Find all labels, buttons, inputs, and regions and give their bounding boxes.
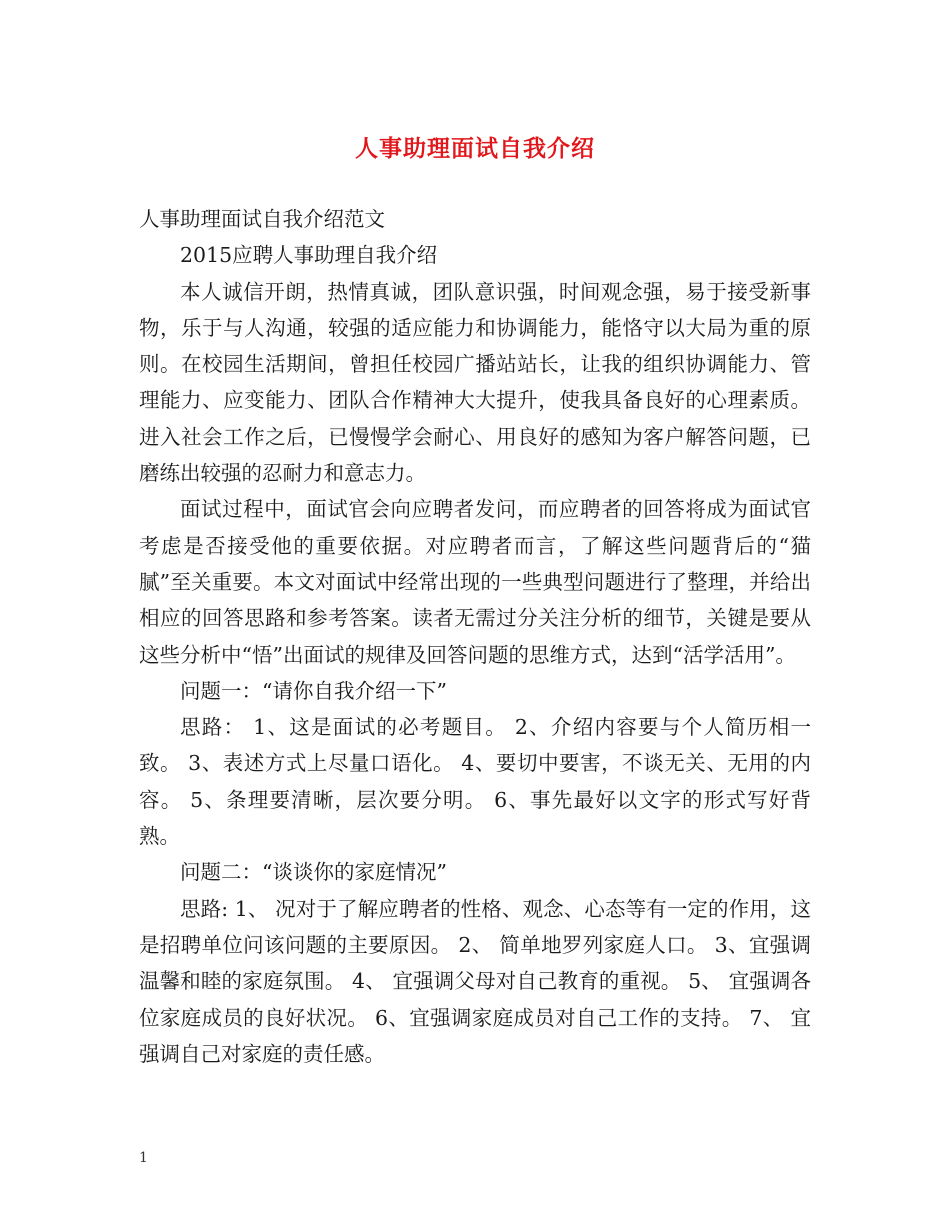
page-number: 1 [139,1150,148,1166]
answer-paragraph: 思路： 1、这是面试的必考题目。 2、介绍内容要与个人简历相一致。 3、表述方式上尽量口语化。 4、要切中要害，不谈无关、无用的内容。 5、条理要清晰，层次要分明。 6、事先最好以文字的形式写好背熟。 [139,715,811,849]
document-title: 人事助理面试自我介绍 [355,135,595,162]
question-heading: 问题二：“谈谈你的家庭情况” [180,860,447,885]
answer-paragraph: 思路: 1、 况对于了解应聘者的性格、观念、心态等有一定的作用，这是招聘单位问该问题的主要原因。 2、 简单地罗列家庭人口。 3、宜强调温馨和睦的家庭氛围。 4、 宜强调父母对自己教育的重视。 5、 宜强调各位家庭成员的良好状况。 6、宜强调家庭成员对自己工作的支持。 7、 宜强调自己对家庭的责任感。 [139,896,811,1066]
heading-paragraph: 2015应聘人事助理自我介绍 [180,243,438,268]
body-paragraph: 本人诚信开朗，热情真诚，团队意识强，时间观念强，易于接受新事物，乐于与人沟通，较强的适应能力和协调能力，能恪守以大局为重的原则。在校园生活期间，曾担任校园广播站站长，让我的组织协调能力、管理能力、应变能力、团队合作精神大大提升，使我具备良好的心理素质。进入社会工作之后，已慢慢学会耐心、用良好的感知为客户解答问题，已磨练出较强的忍耐力和意志力。 [139,279,811,486]
document-body [139,201,811,1072]
subtitle-paragraph: 人事助理面试自我介绍范文 [139,207,385,231]
question-heading: 问题一：“请你自我介绍一下” [180,678,447,703]
body-paragraph: 面试过程中，面试官会向应聘者发问，而应聘者的回答将成为面试官考虑是否接受他的重要依据。对应聘者而言，了解这些问题背后的“猫腻”至关重要。本文对面试中经常出现的一些典型问题进行了整理，并给出相应的回答思路和参考答案。读者无需过分关注分析的细节，关键是要从这些分析中“悟”出面试的规律及回答问题的思维方式，达到“活学活用”。 [139,497,811,667]
